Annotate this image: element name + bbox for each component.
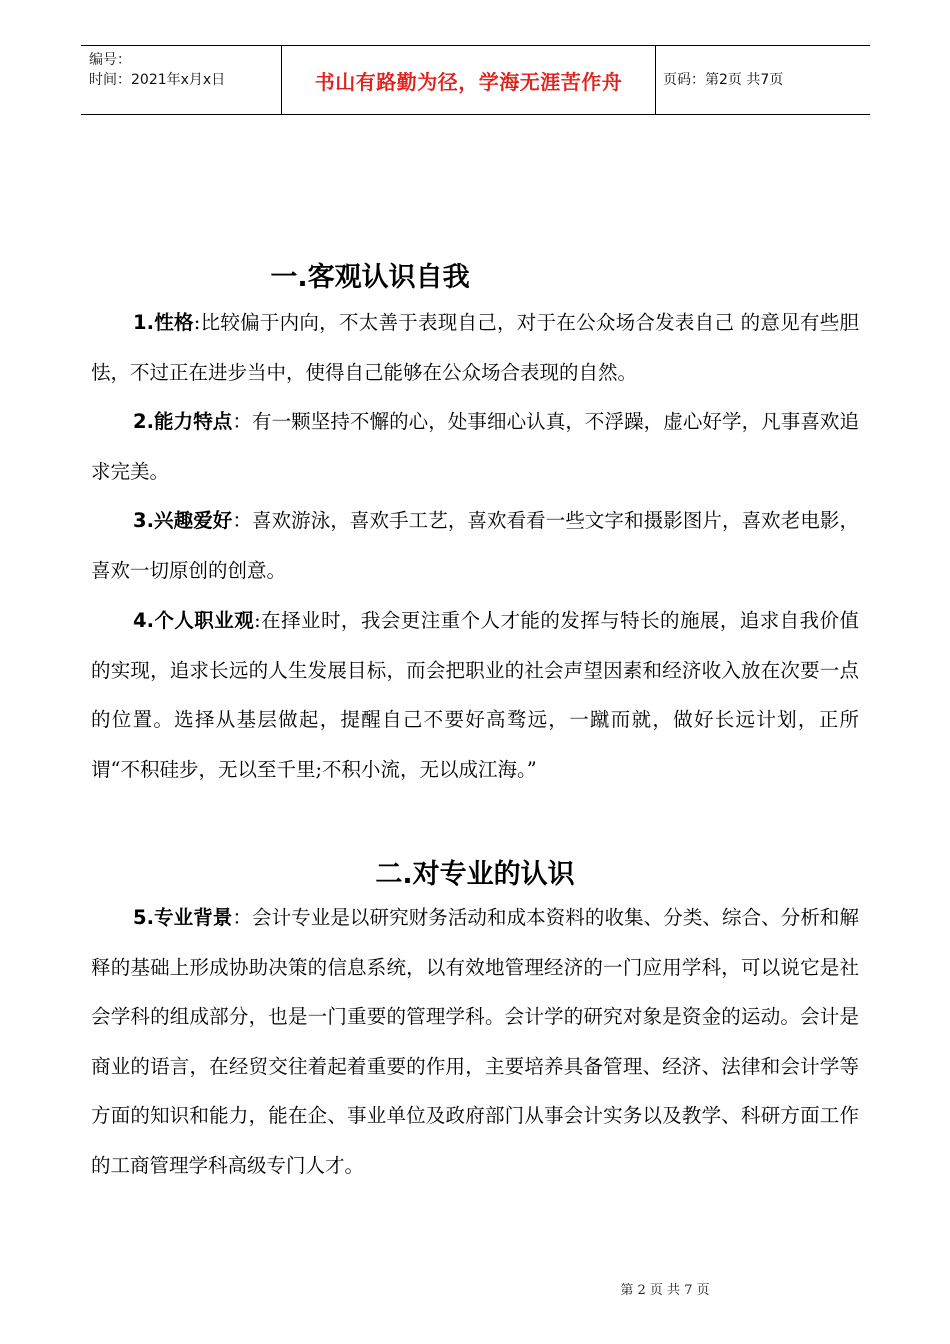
paragraph-text: ：喜欢游泳，喜欢手工艺，喜欢看看一些文字和摄影图片，喜欢老电影，喜欢一切原创的创意。 [91, 509, 859, 582]
paragraph [91, 893, 859, 1190]
document-header [81, 45, 870, 115]
paragraph-lead: 2.能力特点 [133, 410, 233, 433]
paragraph-lead: 4.个人职业观 [133, 609, 255, 632]
paragraph [91, 596, 859, 794]
page-footer: 第 2 页 共 7 页 [620, 1283, 710, 1298]
header-motto: 书山有路勤为径，学海无涯苦作舟 [314, 69, 623, 94]
section-title: 二.对专业的认识 [375, 859, 575, 890]
paragraph-lead: 3.兴趣爱好 [133, 509, 233, 532]
section-title: 一.客观认识自我 [270, 262, 470, 293]
paragraph-text: :在择业时，我会更注重个人才能的发挥与特长的施展，追求自我价值的实现，追求长远的人生发展目标，而会把职业的社会声望因素和经济收入放在次要一点的位置。选择从基层做起，提醒自己不要好高骛远，一蹴而就，做好长远计划，正所谓“不积硅步，无以至千里;不积小流，无以成江海。” [91, 609, 859, 781]
paragraph-lead: 1.性格 [133, 311, 194, 334]
paragraph [91, 397, 859, 496]
paragraph-lead: 5.专业背景 [133, 906, 233, 929]
paragraph [91, 298, 859, 397]
paragraph-text: ：有一颗坚持不懈的心，处事细心认真，不浮躁，虚心好学，凡事喜欢追求完美。 [91, 410, 859, 483]
number-label: 编号： [89, 52, 131, 68]
header-divider [655, 46, 656, 114]
paragraph-text: ：会计专业是以研究财务活动和成本资料的收集、分类、综合、分析和解释的基础上形成协助决策的信息系统，以有效地管理经济的一门应用学科，可以说它是社会学科的组成部分，也是一门重要的管理学科。会计学的研究对象是资金的运动。会计是商业的语言，在经贸交往着起着重要的作用，主要培养具备管理、经济、法律和会计学等方面的知识和能力，能在企、事业单位及政府部门从事会计实务以及教学、科研方面工作的工商管理学科高级专门人才。 [91, 906, 859, 1177]
time-label: 时间：2021年x月x日 [89, 72, 226, 88]
header-meta [89, 50, 281, 90]
paragraph-text: :比较偏于内向，不太善于表现自己，对于在公众场合发表自己 的意见有些胆怯，不过正在进步当中，使得自己能够在公众场合表现的自然。 [91, 311, 859, 384]
header-page-info: 页码：第2页 共7页 [663, 72, 784, 88]
paragraph [91, 496, 859, 595]
